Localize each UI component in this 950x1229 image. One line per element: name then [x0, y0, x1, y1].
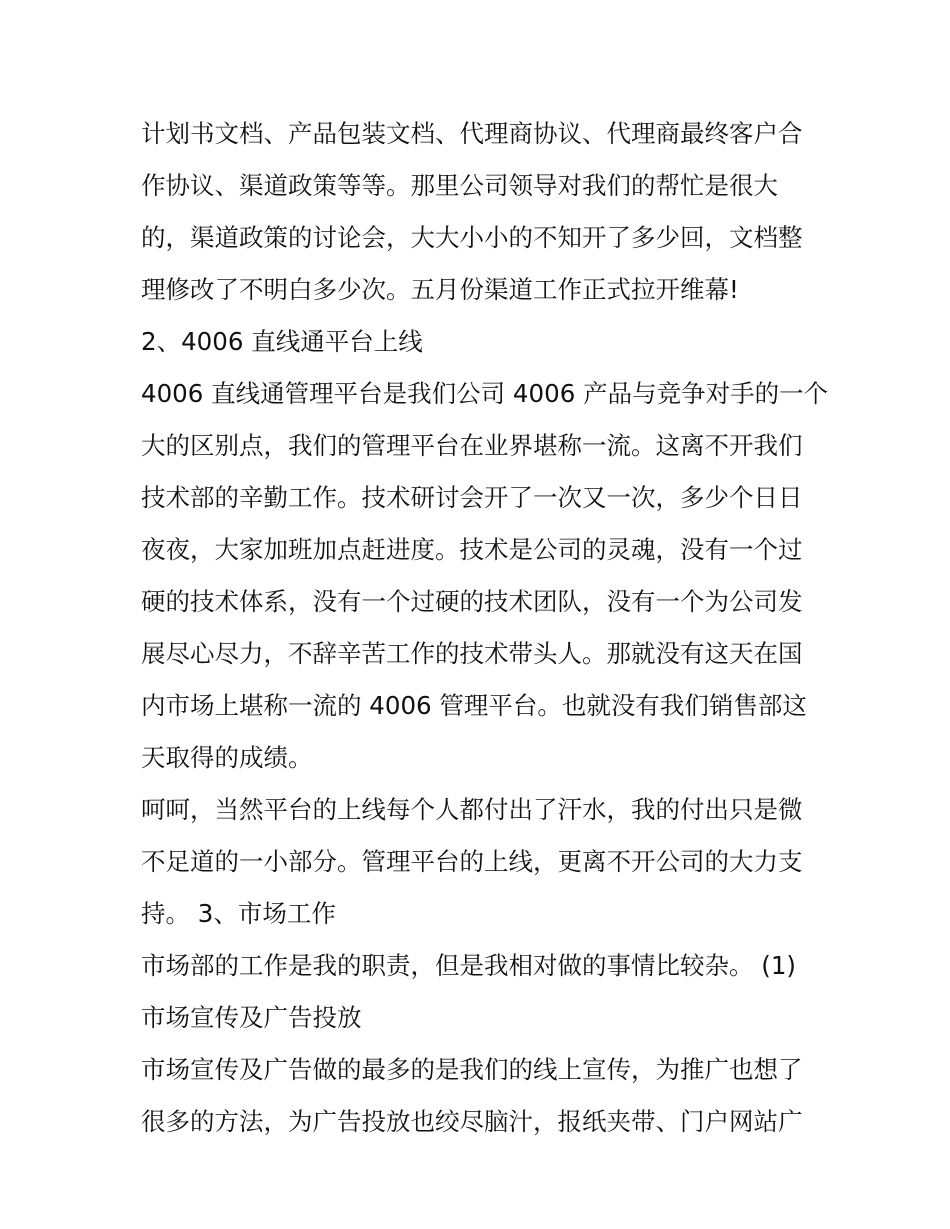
text-line: 技术部的辛勤工作。技术研讨会开了一次又一次，多少个日日: [141, 483, 803, 512]
text-line: 硬的技术体系，没有一个过硬的技术团队，没有一个为公司发: [141, 587, 803, 616]
text-line: 呵呵，当然平台的上线每个人都付出了汗水，我的付出只是微: [141, 795, 803, 824]
text-line: 市场部的工作是我的职责，但是我相对做的事情比较杂。 (1): [141, 951, 796, 980]
text-line: 很多的方法，为广告投放也绞尽脑汁，报纸夹带、门户网站广: [141, 1107, 803, 1136]
text-line: 不足道的一小部分。管理平台的上线，更离不开公司的大力支: [141, 847, 803, 876]
text-line: 展尽心尽力，不辞辛苦工作的技术带头人。那就没有这天在国: [141, 639, 803, 668]
text-line: 大的区别点，我们的管理平台在业界堪称一流。这离不开我们: [141, 431, 803, 460]
text-line: 计划书文档、产品包装文档、代理商协议、代理商最终客户合: [141, 119, 803, 148]
text-line: 持。 3、市场工作: [141, 899, 336, 928]
text-line: 理修改了不明白多少次。五月份渠道工作正式拉开维幕!: [141, 275, 739, 304]
section-heading: 2、4006 直线通平台上线: [141, 327, 423, 356]
text-line: 天取得的成绩。: [141, 743, 313, 772]
text-line: 夜夜，大家加班加点赶进度。技术是公司的灵魂，没有一个过: [141, 535, 803, 564]
text-line: 作协议、渠道政策等等。那里公司领导对我们的帮忙是很大: [141, 171, 778, 200]
subsection-heading: 市场宣传及广告投放: [141, 1003, 362, 1032]
text-line: 内市场上堪称一流的 4006 管理平台。也就没有我们销售部这: [141, 691, 807, 720]
text-line: 4006 直线通管理平台是我们公司 4006 产品与竞争对手的一个: [141, 379, 829, 408]
body-text: [141, 108, 829, 1148]
text-line: 市场宣传及广告做的最多的是我们的线上宣传，为推广也想了: [141, 1055, 803, 1084]
text-line: 的，渠道政策的讨论会，大大小小的不知开了多少回，文档整: [141, 223, 803, 252]
